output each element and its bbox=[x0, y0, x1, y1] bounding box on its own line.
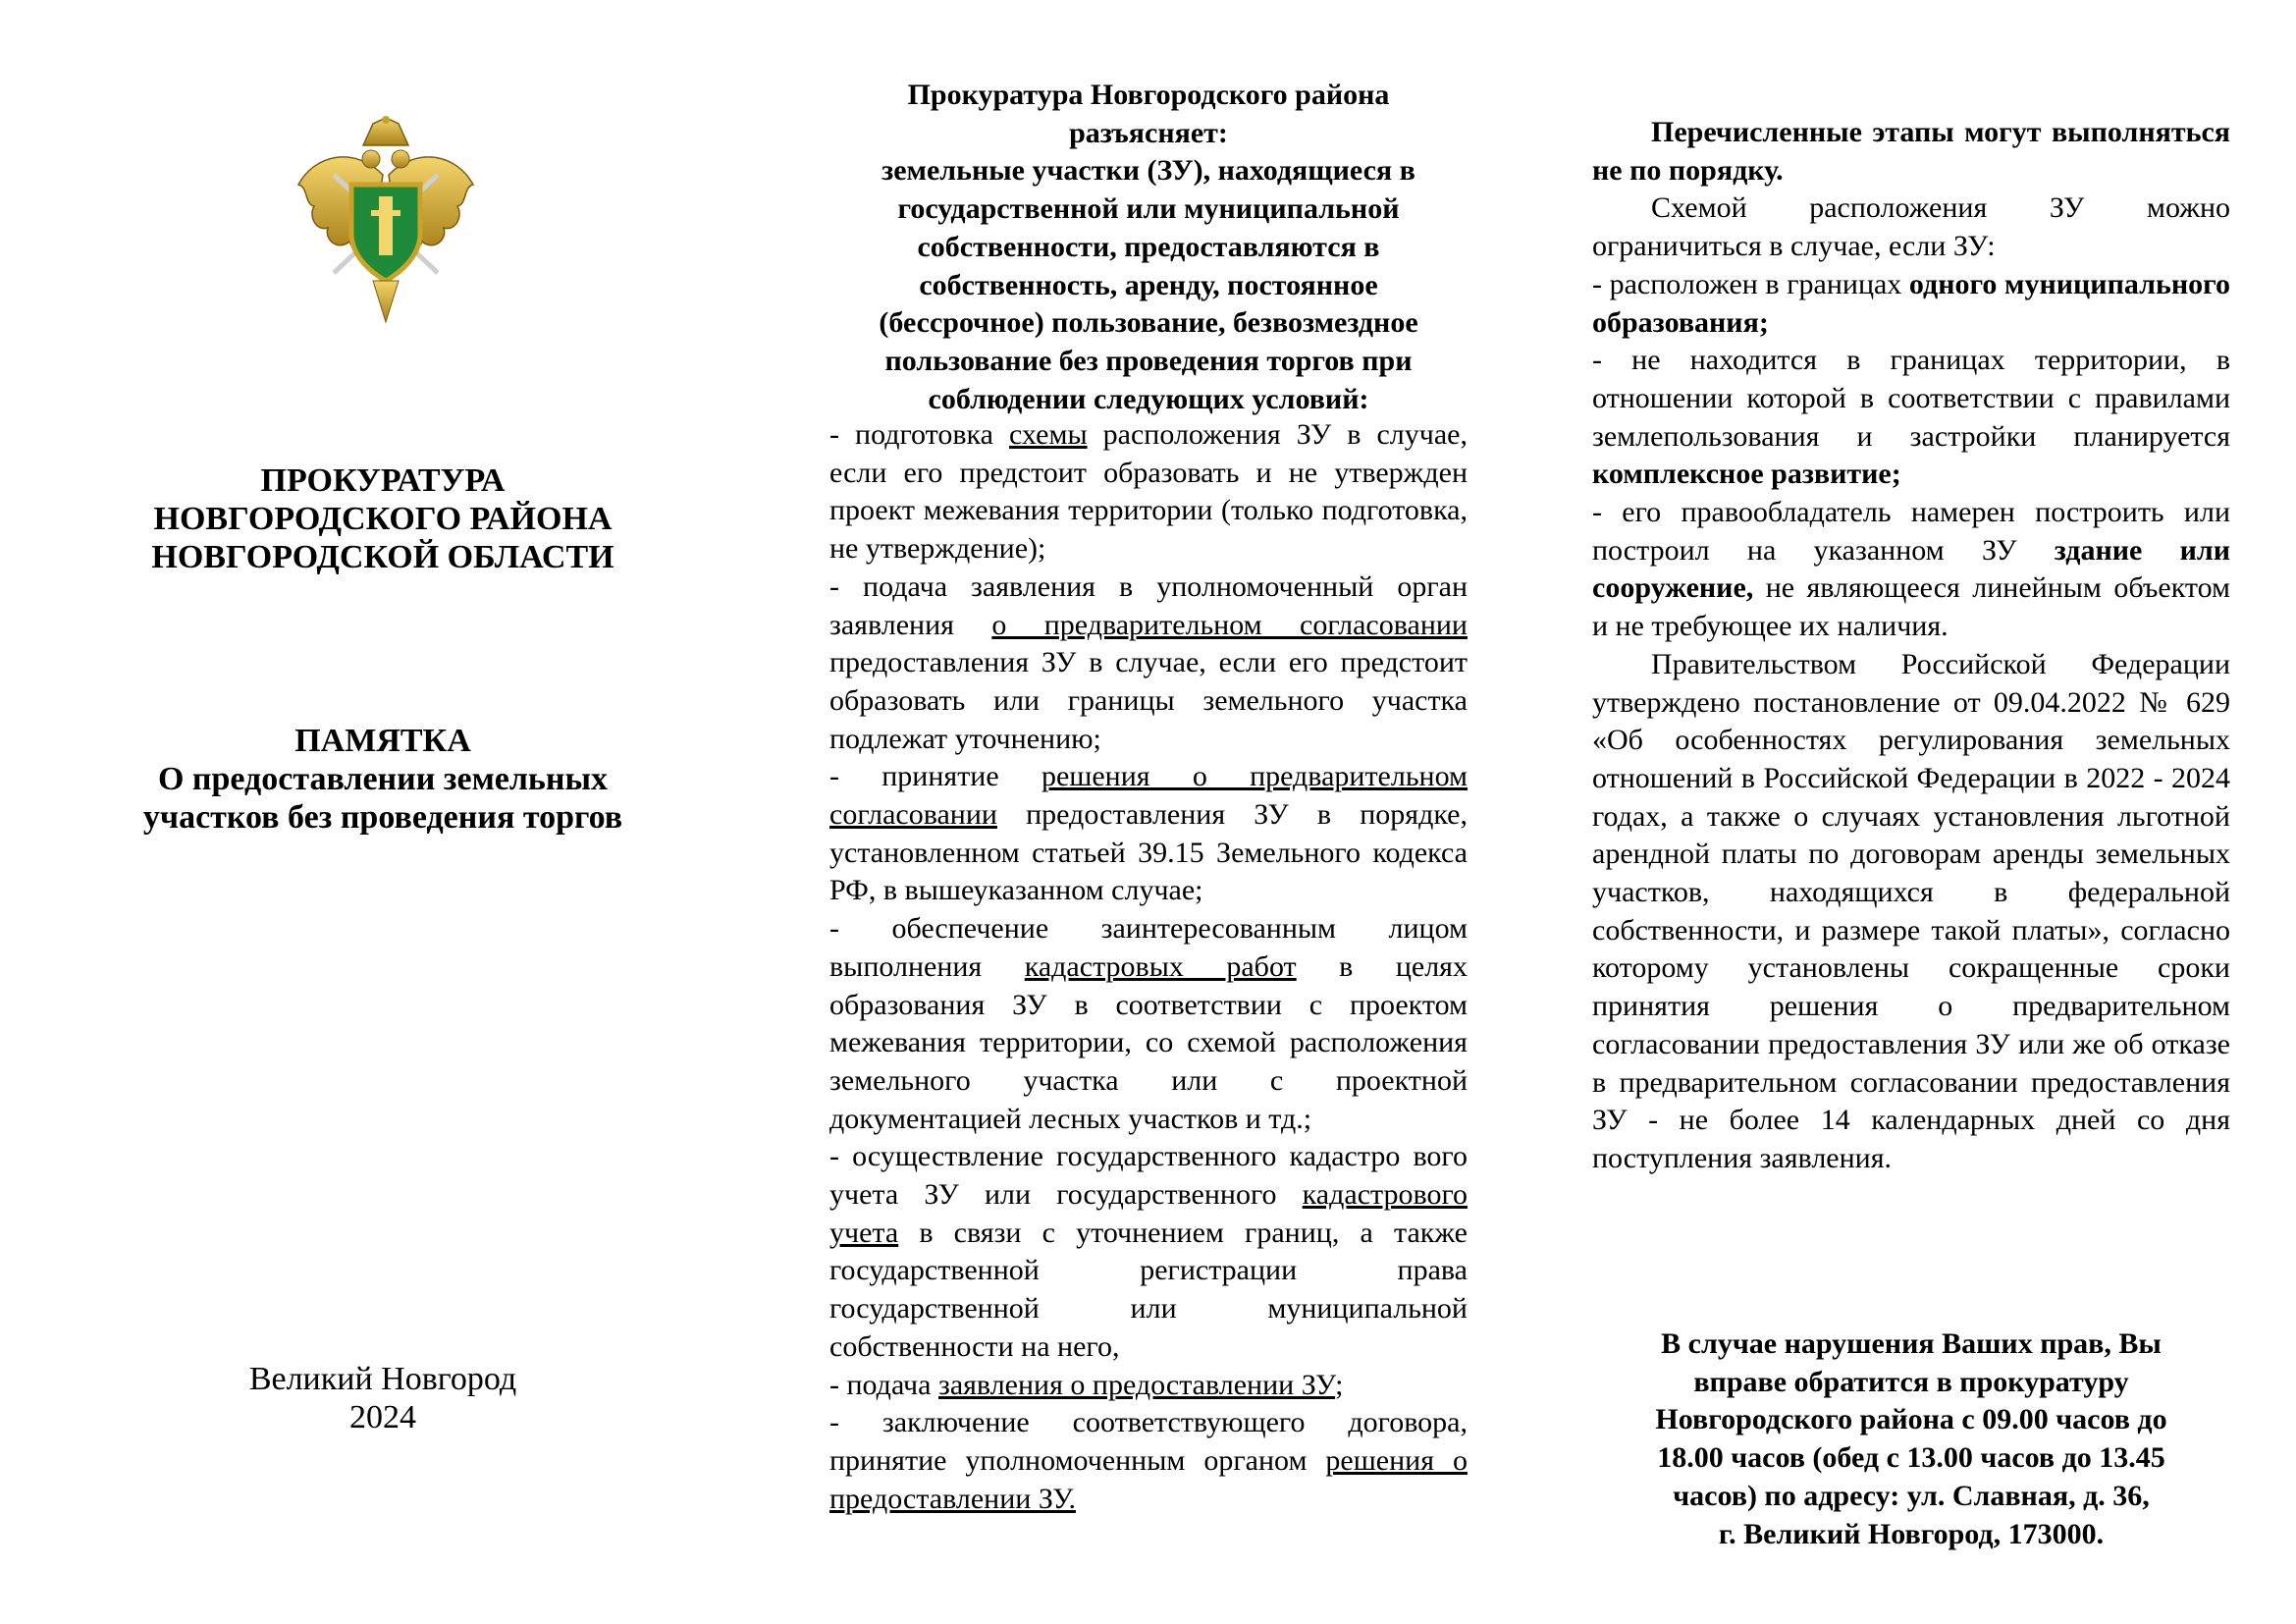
contact-line: В случае нарушения Ваших прав, Вы bbox=[1661, 1327, 2162, 1360]
heading-line: земельные участки (ЗУ), находящиеся в bbox=[881, 154, 1415, 188]
contact-block bbox=[1592, 1326, 2230, 1553]
scheme-condition: - расположен в границах одного муниципального образования; bbox=[1592, 267, 2230, 339]
right-body bbox=[1592, 114, 2230, 1178]
list-item: - подача заявления о предоставлении ЗУ; bbox=[829, 1368, 1344, 1401]
contact-line: г. Великий Новгород, 173000. bbox=[1718, 1517, 2105, 1550]
memo-title: ПАМЯТКА bbox=[294, 723, 471, 759]
conditions-list bbox=[829, 416, 1468, 1518]
heading-line: (бессрочное) пользование, безвозмездное bbox=[879, 306, 1418, 340]
heading-line: разъясняет: bbox=[1069, 116, 1228, 149]
contact-line: Новгородского района с 09.00 часов до bbox=[1655, 1403, 2167, 1436]
memo-title-block bbox=[88, 722, 677, 837]
heading-line: собственность, аренду, постоянное bbox=[919, 268, 1378, 301]
heading-line: соблюдении следующих условий: bbox=[928, 382, 1369, 415]
heading-line: государственной или муниципальной bbox=[897, 192, 1400, 226]
org-title bbox=[88, 461, 677, 576]
org-line-1: ПРОКУРАТУРА bbox=[260, 462, 506, 499]
list-item: - принятие решения о предварительном согласовании предоставления ЗУ в порядке, установленном статьей 39.15 Земельного кодекса РФ, в вышеуказанном случае; bbox=[829, 760, 1468, 907]
memo-subtitle-line-1: О предоставлении земельных bbox=[157, 761, 609, 797]
year: 2024 bbox=[349, 1399, 416, 1435]
explanation-heading bbox=[829, 77, 1468, 418]
government-decree-paragraph: Правительством Российской Федерации утверждено постановление от 09.04.2022 № 629 «Об особенностях регулирования земельных отношений в Российской Федерации в 2022 - 2024 годах, а также о случаях установления льготной арендной платы по договорам аренды земельных участков, находящихся в федеральной собственности, и размере такой платы», согласно которому установлены сокращенные сроки принятия решения о предварительном согласовании предоставления ЗУ или же об отказе в предварительном согласовании предоставления ЗУ - не более 14 календарных дней со дня поступления заявления. bbox=[1592, 647, 2230, 1174]
place-and-year bbox=[88, 1360, 677, 1436]
contact-line: вправе обратится в прокуратуру bbox=[1693, 1365, 2129, 1398]
scheme-condition: - не находится в границах территории, в отношении которой в соответствии с правилами землепользования и застройки планируется комплексное развитие; bbox=[1592, 344, 2230, 491]
heading-line: собственности, предоставляются в bbox=[917, 230, 1380, 263]
memo-subtitle-line-2: участков без проведения торгов bbox=[142, 799, 623, 836]
list-item: - заключение соответствующего договора, принятие уполномоченным органом решения о предоставлении ЗУ. bbox=[829, 1406, 1468, 1515]
list-item: - подготовка схемы расположения ЗУ в случае, если его предстоит образовать и не утвержден проект межевания территории (только подготовка, не утверждение); bbox=[829, 418, 1468, 566]
list-item: - осуществление государственного кадастро вого учета ЗУ или государственного кадастрового учета в связи с уточнением границ, а также государственной регистрации права государственной или муниципальной собственности на него, bbox=[829, 1140, 1468, 1363]
list-item: - обеспечение заинтересованным лицом выполнения кадастровых работ в целях образования ЗУ в соответствии с проектом межевания территории, со схемой расположения земельного участка или с проектной документацией лесных участков и тд.; bbox=[829, 912, 1468, 1135]
heading-line: пользование без проведения торгов при bbox=[884, 344, 1413, 377]
contact-line: 18.00 часов (обед с 13.00 часов до 13.45 bbox=[1657, 1441, 2165, 1475]
heading-line: Прокуратура Новгородского района bbox=[907, 79, 1390, 111]
prosecutor-emblem bbox=[294, 116, 477, 326]
list-item: - подача заявления в уполномоченный орган заявления о предварительном согласовании предоставления ЗУ в случае, если его предстоит образовать или границы земельного участка подлежат уточнению; bbox=[829, 569, 1468, 755]
org-line-2: НОВГОРОДСКОГО РАЙОНА bbox=[153, 501, 613, 537]
contact-line: часов) по адресу: ул. Славная, д. 36, bbox=[1673, 1479, 2150, 1512]
order-note: Перечисленные этапы могут выполняться не по порядку. bbox=[1592, 116, 2230, 187]
city: Великий Новгород bbox=[248, 1361, 517, 1397]
org-line-3: НОВГОРОДСКОЙ ОБЛАСТИ bbox=[151, 539, 614, 575]
scheme-note: Схемой расположения ЗУ можно ограничиться в случае, если ЗУ: bbox=[1592, 191, 2230, 263]
scheme-condition: - его правообладатель намерен построить или построил на указанном ЗУ здание или сооружение, не являющееся линейным объектом и не требующее их наличия. bbox=[1592, 496, 2231, 643]
